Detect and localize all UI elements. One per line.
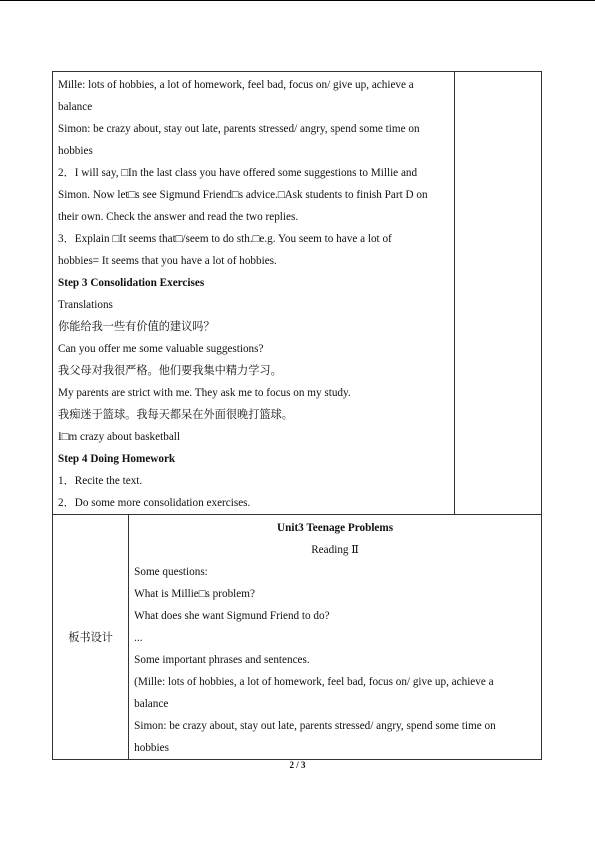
procedure-line: Translations (58, 299, 113, 311)
procedure-line: their own. Check the answer and read the two replies. (58, 211, 299, 223)
board-line: Some questions: (134, 566, 208, 578)
page-number: 2 / 3 (289, 760, 306, 770)
procedure-line: 2．I will say, □In the last class you have offered some suggestions to Millie and (58, 167, 418, 179)
procedure-row (53, 72, 542, 515)
board-line: What is Millie□s problem? (134, 588, 255, 600)
page-top-rule (0, 0, 595, 1)
procedure-line: 你能给我一些有价值的建议吗？ (58, 321, 215, 333)
board-line: ... (134, 632, 143, 644)
procedure-line: 我痴迷于篮球。我每天都呆在外面很晚打篮球。 (58, 409, 293, 421)
board-design-cell (129, 515, 542, 760)
board-title: Unit3 Teenage Problems (277, 522, 394, 534)
step-heading: Step 3 Consolidation Exercises (58, 277, 205, 289)
procedure-line: Simon: be crazy about, stay out late, parents stressed/ angry, spend some time on (58, 123, 420, 135)
lesson-plan-table (52, 71, 542, 760)
procedure-line: 我父母对我很严格。他们要我集中精力学习。 (58, 365, 282, 377)
procedure-line: Can you offer me some valuable suggestions? (58, 343, 264, 355)
board-subtitle: Reading Ⅱ (311, 544, 359, 556)
step-heading: Step 4 Doing Homework (58, 453, 176, 465)
procedure-line: My parents are strict with me. They ask me to focus on my study. (58, 387, 351, 399)
procedure-line: Mille: lots of hobbies, a lot of homework, feel bad, focus on/ give up, achieve a (58, 79, 414, 91)
board-design-label: 板书设计 (53, 515, 129, 760)
board-line: Some important phrases and sentences. (134, 654, 310, 666)
board-line: hobbies (134, 742, 169, 754)
procedure-cell (53, 72, 455, 515)
procedure-line: Simon. Now let□s see Sigmund Friend□s advice.□Ask students to finish Part D on (58, 189, 428, 201)
procedure-line: 3．Explain □It seems that□/seem to do sth.□e.g. You seem to have a lot of (58, 233, 392, 245)
board-line: What does she want Sigmund Friend to do? (134, 610, 330, 622)
procedure-line: 2．Do some more consolidation exercises. (58, 497, 251, 509)
notes-cell (454, 72, 541, 515)
board-lines (129, 561, 541, 759)
procedure-line: balance (58, 101, 93, 113)
board-line: Simon: be crazy about, stay out late, parents stressed/ angry, spend some time on (134, 720, 496, 732)
procedure-text-block (53, 72, 454, 514)
procedure-line: 1．Recite the text. (58, 475, 143, 487)
board-design-row (53, 515, 542, 760)
procedure-line: hobbies= It seems that you have a lot of hobbies. (58, 255, 277, 267)
procedure-line: I□m crazy about basketball (58, 431, 181, 443)
board-line: balance (134, 698, 169, 710)
procedure-line: hobbies (58, 145, 93, 157)
board-line: (Mille: lots of hobbies, a lot of homework, feel bad, focus on/ give up, achieve a (134, 676, 494, 688)
board-design-block (129, 515, 541, 759)
